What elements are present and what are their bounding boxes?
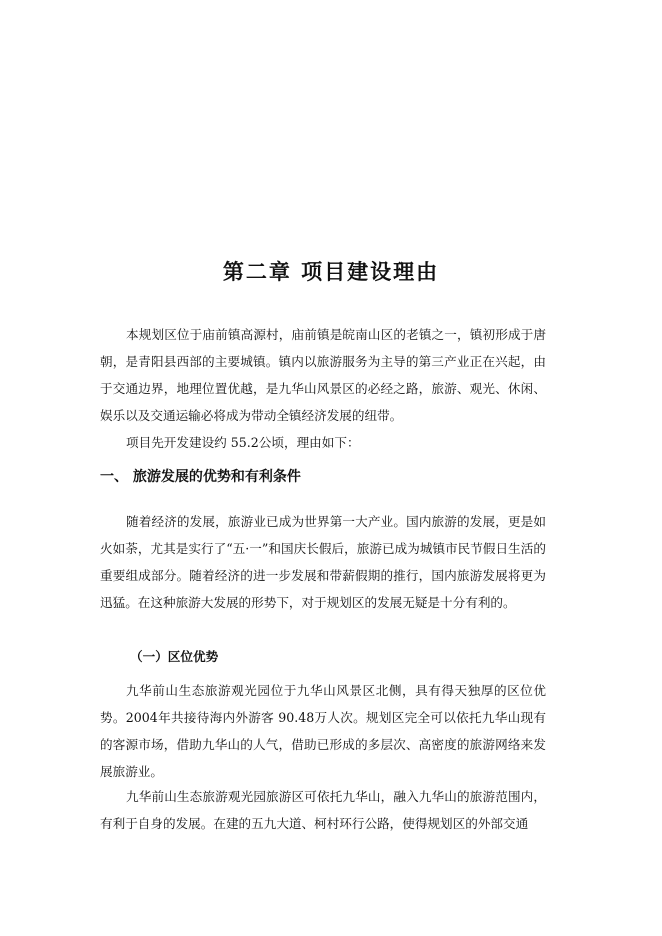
project-scope-paragraph: 项目先开发建设约 55.2公顷，理由如下： (126, 435, 360, 450)
chapter-title: 第二章 项目建设理由 (222, 259, 440, 284)
section-heading-tourism-advantages: 一、 旅游发展的优势和有利条件 (100, 469, 301, 485)
tourism-development-paragraph: 随着经济的发展，旅游业已成为世界第一大产业。国内旅游的发展，更是如火如荼，尤其是实行了“五·一”和国庆长假后，旅游已成为城镇市民节假日生活的重要组成部分。随着经济的进一步发展和带薪假期的推行，国内旅游发展将更为迅猛。在这种旅游大发展的形势下，对于规划区的发展无疑是十分有利的。 (100, 514, 546, 610)
subsection-heading-location-advantage: （一）区位优势 (130, 649, 219, 664)
intro-paragraph: 本规划区位于庙前镇高源村，庙前镇是皖南山区的老镇之一，镇初形成于唐朝，是青阳县西部的主要城镇。镇内以旅游服务为主导的第三产业正在兴起，由于交通边界，地理位置优越，是九华山风景区的必经之路，旅游、观光、休闲、娱乐以及交通运输必将成为带动全镇经济发展的纽带。 (100, 327, 546, 423)
location-advantage-paragraph-2: 九华前山生态旅游观光园旅游区可依托九华山，融入九华山的旅游范围内，有利于自身的发展。在建的五九大道、柯村环行公路，使得规划区的外部交通 (100, 789, 546, 831)
location-advantage-paragraph: 九华前山生态旅游观光园位于九华山风景区北侧，具有得天独厚的区位优势。2004年共接待海内外游客 90.48万人次。规划区完全可以依托九华山现有的客源市场，借助九华山的人气，借助已形成的多层次、高密度的旅游网络来发展旅游业。 (100, 683, 546, 779)
